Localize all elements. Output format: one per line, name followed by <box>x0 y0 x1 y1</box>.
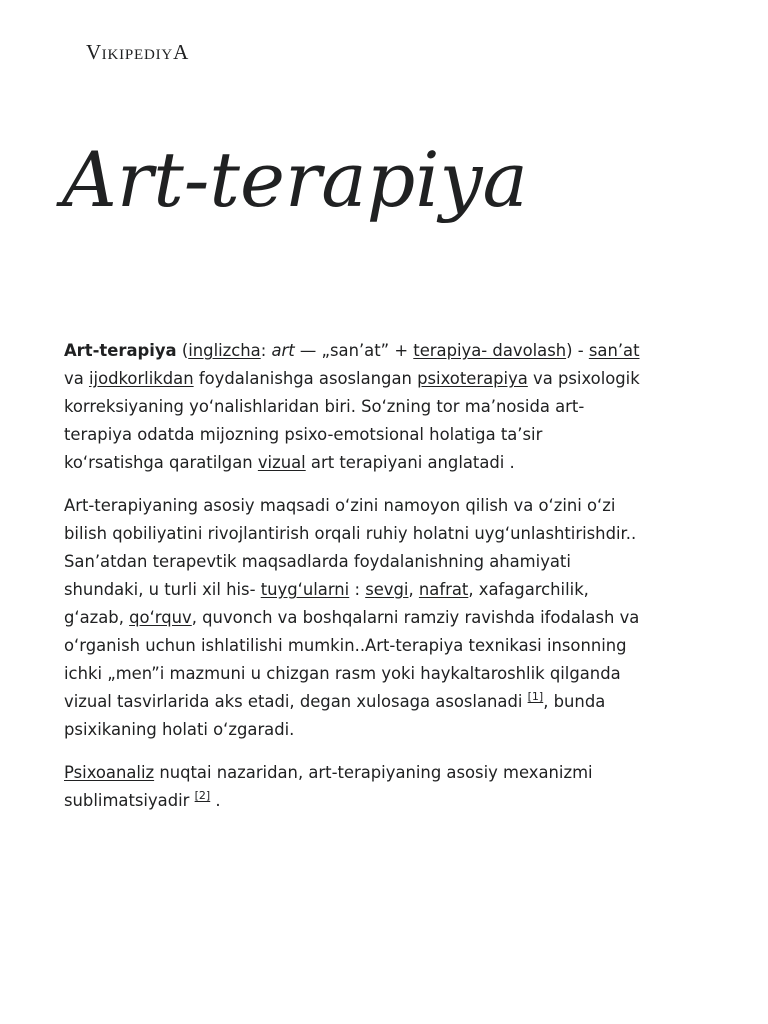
text: art terapiyani anglatadi . <box>305 453 515 472</box>
text: va <box>64 369 89 388</box>
text: ( <box>176 341 189 360</box>
text: va psixologik korreksiyaning yo‘nalishlaridan biri. So‘zning tor ma’nosida art-terapiya odatda mijozning psixo-emotsional holatiga ta’sir ko‘rsatishga qaratilgan <box>64 369 640 472</box>
text: , bunda psixikaning holati o‘zgaradi. <box>64 692 606 739</box>
link-psixoterapiya[interactable]: psixoterapiya <box>417 369 528 388</box>
text: : <box>260 341 272 360</box>
paragraph-psychoanalysis <box>64 759 644 815</box>
paragraph-purpose <box>64 492 644 744</box>
link-tuygularni[interactable]: tuyg‘ularni <box>260 580 350 599</box>
reference-1[interactable]: [1] <box>527 690 544 703</box>
text: , <box>408 580 419 599</box>
text: foydalanishga asoslangan <box>193 369 418 388</box>
wikipedia-logo[interactable] <box>86 40 189 65</box>
page-title: Art-terapiya <box>62 135 528 224</box>
logo-letters-mid: IKIPEDIY <box>101 47 174 63</box>
text: Art-terapiyaning asosiy maqsadi o‘zini namoyon qilish va o‘zini o‘zi bilish qobiliyatini rivojlantirish orqali ruhiy holatni uyg‘unlashtirishdir.. San’atdan terapevtik maqsadlarda foydalanishning ahamiyati shundaki, u turli xil his- <box>64 496 637 599</box>
link-sanat[interactable]: san’at <box>588 341 640 360</box>
term-bold: Art-terapiya <box>64 341 177 360</box>
logo-letter-v: V <box>86 40 102 64</box>
text: nuqtai nazaridan, art-terapiyaning asosiy mexanizmi sublimatsiyadir <box>64 763 593 810</box>
link-terapiya[interactable]: terapiya- davolash <box>413 341 567 360</box>
paragraph-intro <box>64 337 644 477</box>
text: . <box>210 791 221 810</box>
text: — „san’at” + <box>294 341 414 360</box>
reference-2[interactable]: [2] <box>194 789 211 802</box>
link-ijodkorlikdan[interactable]: ijodkorlikdan <box>88 369 194 388</box>
term-art-italic: art <box>271 341 295 360</box>
article-body <box>64 337 644 830</box>
text: ) - <box>566 341 589 360</box>
link-inglizcha[interactable]: inglizcha <box>188 341 261 360</box>
link-qorquv[interactable]: qo‘rquv <box>129 608 192 627</box>
text: , xafagarchilik, g‘azab, <box>64 580 589 627</box>
link-vizual[interactable]: vizual <box>257 453 306 472</box>
link-psixoanaliz[interactable]: Psixoanaliz <box>64 763 155 782</box>
link-nafrat[interactable]: nafrat <box>418 580 469 599</box>
text: : <box>349 580 366 599</box>
link-sevgi[interactable]: sevgi <box>365 580 409 599</box>
logo-letter-a: A <box>173 40 189 64</box>
text: , quvonch va boshqalarni ramziy ravishda ifodalash va o‘rganish uchun ishlatilishi mumkin..Art-terapiya texnikasi insonning ichki „men”i mazmuni u chizgan rasm yoki haykaltaroshlik qilganda vizual tasvirlarida aks etadi, degan xulosaga asoslanadi <box>64 608 640 711</box>
